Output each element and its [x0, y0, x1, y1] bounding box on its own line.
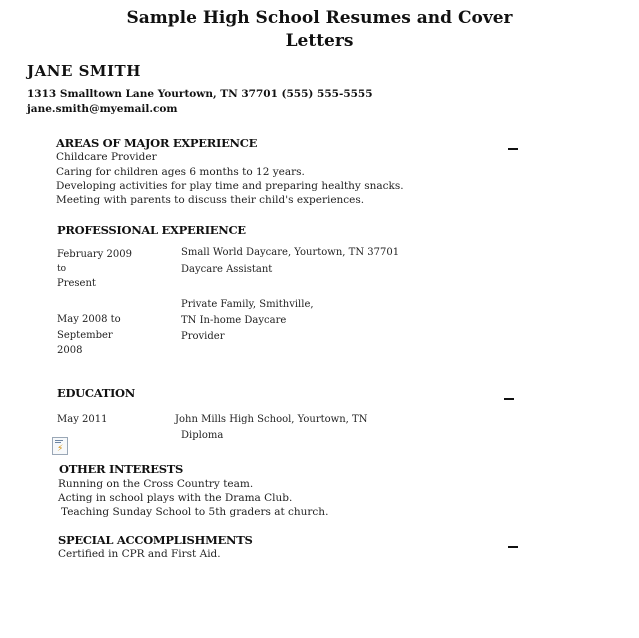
areas-line: Meeting with parents to discuss their child's experiences.	[56, 194, 365, 206]
section-dash	[504, 398, 514, 400]
interests-heading: OTHER INTERESTS	[59, 462, 183, 476]
job-date-to: to	[57, 264, 67, 274]
areas-line: Developing activities for play time and preparing healthy snacks.	[56, 180, 404, 192]
education-heading: EDUCATION	[57, 386, 135, 400]
candidate-address: 1313 Smalltown Lane Yourtown, TN 37701 (555) 555-5555	[27, 88, 373, 100]
interests-line: Running on the Cross Country team.	[58, 478, 254, 490]
document-title-line-1: Sample High School Resumes and Cover	[126, 8, 513, 28]
education-award: Diploma	[181, 430, 224, 441]
interests-line: Teaching Sunday School to 5th graders at church.	[61, 506, 329, 518]
job-date-start: May 2008 to	[57, 314, 121, 325]
job-employer: Private Family, Smithville,	[181, 299, 314, 310]
education-date: May 2011	[57, 414, 108, 425]
job-date-to: September	[57, 330, 113, 341]
candidate-name: JANE SMITH	[27, 62, 141, 80]
section-dash	[508, 546, 518, 548]
professional-heading: PROFESSIONAL EXPERIENCE	[57, 223, 246, 237]
candidate-email: jane.smith@myemail.com	[27, 103, 178, 115]
job-date-end: 2008	[57, 345, 83, 356]
job-role: Provider	[181, 331, 225, 342]
accomplishments-line: Certified in CPR and First Aid.	[58, 548, 221, 560]
accomplishments-heading: SPECIAL ACCOMPLISHMENTS	[58, 533, 253, 547]
document-edit-icon[interactable]: ⚡	[52, 437, 68, 455]
section-dash	[508, 148, 518, 150]
areas-heading: AREAS OF MAJOR EXPERIENCE	[56, 136, 258, 150]
areas-line: Childcare Provider	[56, 151, 157, 163]
job-role: TN In-home Daycare	[181, 315, 287, 326]
job-employer: Small World Daycare, Yourtown, TN 37701	[181, 247, 400, 258]
interests-line: Acting in school plays with the Drama Club.	[58, 492, 293, 504]
job-role: Daycare Assistant	[181, 264, 273, 275]
document-title-line-2: Letters	[285, 31, 354, 51]
education-school: John Mills High School, Yourtown, TN	[175, 414, 368, 425]
job-date-start: February 2009	[57, 249, 132, 260]
areas-line: Caring for children ages 6 months to 12 years.	[56, 166, 305, 178]
job-date-end: Present	[57, 278, 96, 289]
